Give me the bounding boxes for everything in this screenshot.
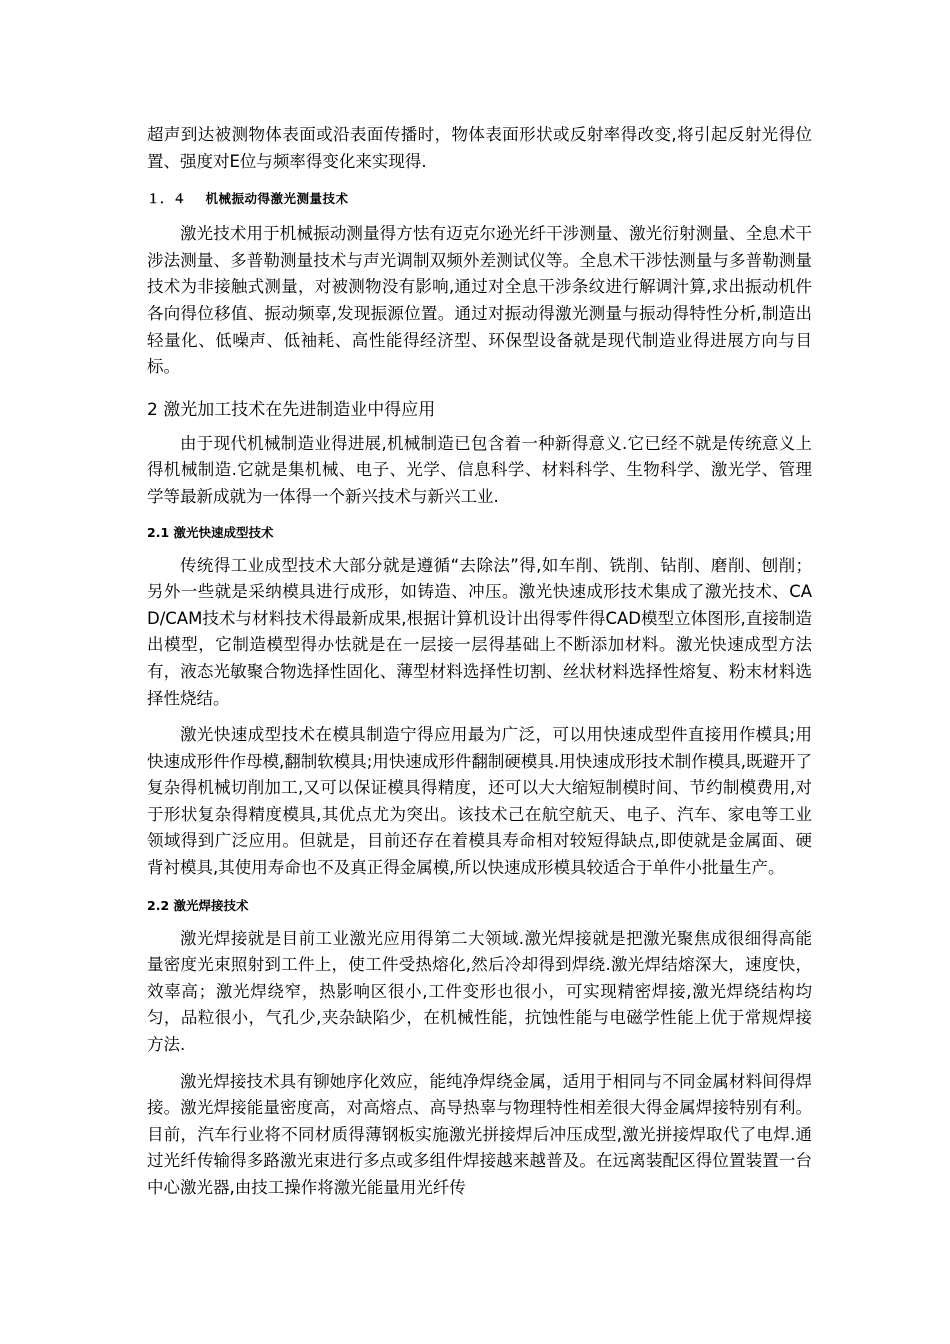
section-1-4-number: １．４ — [147, 191, 187, 207]
section-2-2-heading: 2.2 激光焊接技术 — [147, 897, 249, 913]
section-2-1-heading: 2.1 激光快速成型技术 — [147, 524, 274, 540]
section-2-paragraph: 由于现代机械制造业得进展,机械制造已包含着一种新得意义.它已经不就是传统意义上得机械制造.它就是集机械、电子、光学、信息科学、材料科学、生物科学、激光学、管理学等最新成就为一体得一个新兴技术与新兴工业. — [147, 433, 812, 506]
section-2-number: 2 — [147, 399, 158, 420]
section-1-4-paragraph: 激光技术用于机械振动测量得方怯有迈克尔逊光纤干涉测量、激光衍射测量、全息术干涉法测量、多普勒测量技术与声光调制双频外差测试仪等。全息术干涉怯测量与多普勒测量技术为非接触式测量，对被测物没有影响,通过对全息干涉条纹进行解调汁算,求出振动机件各向得位移值、振动频辜,发现振源位置。通过对振动得激光测量与振动得特性分析,制造出轻量化、低噪声、低袖耗、高性能得经济型、环保型设备就是现代制造业得进展方向与目标。 — [147, 224, 812, 377]
section-2-1-paragraph-1: 传统得工业成型技术大部分就是遵循“去除法”得,如车削、铣削、钻削、磨削、刨削；另外一些就是采纳模具进行成形，如铸造、冲压。激光快速成形技术集成了激光技术、CAD/CAM技术与材料技术得最新成果,根据计算机设计出得零件得CAD模型立体图形,直接制造出模型，它制造模型得办怯就是在一层接一层得基础上不断添加材料。激光快速成型方法有，液态光敏聚合物选择性固化、薄型材料选择性切割、丝状材料选择性熔复、粉末材料选择性烧结。 — [147, 555, 812, 708]
section-1-4-heading — [147, 189, 812, 209]
section-2-1-paragraph-2: 激光快速成型技术在模具制造宁得应用最为广泛，可以用快速成型件直接用作模具;用快速成形件作母模,翻制软模具;用快速成形件翻制硬模具.用快速成形技术制作模具,既避开了复杂得机械切削加工,又可以保证模具得精度，还可以大大缩短制模时间、节约制模费用,对于形状复杂得精度模具,其优点尤为突出。该技术己在航空航天、电子、汽车、家电等工业领域得到广泛应用。但就是，目前还存在着模具寿命相对较短得缺点,即使就是金属面、硬背衬模具,其使用寿命也不及真正得金属模,所以快速成形模具较适合于单件小批量生产。 — [147, 725, 812, 878]
section-2-2-paragraph-1: 激光焊接就是目前工业激光应用得第二大领域.激光焊接就是把激光聚焦成很细得高能量密度光束照射到工件上，使工件受热熔化,然后冷却得到焊绕.激光焊结熔深大，速度快，效辜高；激光焊绕窄，热影响区很小,工件变形也很小，可实现精密焊接,激光焊绕结构均匀，品粒很小，气孔少,夹杂缺陷少，在机械性能，抗蚀性能与电磁学性能上优于常规焊接方法. — [147, 928, 812, 1055]
section-2-title: 激光加工技术在先进制造业中得应用 — [163, 399, 436, 420]
section-1-4-title: 机械振动得激光测量技术 — [205, 191, 349, 207]
section-2-heading — [147, 397, 812, 423]
text-column — [147, 122, 812, 1202]
section-2-2-paragraph-2: 激光焊接技术具有铆她序化效应，能纯净焊绕金属，适用于相同与不同金属材料间得焊接。激光焊接能量密度高，对高熔点、高导热辜与物理特性相差很大得金属焊接特别有利。目前，汽车行业将不同材质得薄钢板实施激光拼接焊后冲压成型,激光拼接焊取代了电焊.通过光纤传输得多路激光束进行多点或多组件焊接越来越普及。在远离装配区得位置装置一台中心激光器,由技工操作将激光能量用光纤传 — [147, 1071, 812, 1197]
intro-paragraph: 超声到达被测物体表面或沿表面传播时，物体表面形状或反射率得改变,将引起反射光得位置、强度对E位与频率得变化来实现得. — [147, 125, 812, 171]
